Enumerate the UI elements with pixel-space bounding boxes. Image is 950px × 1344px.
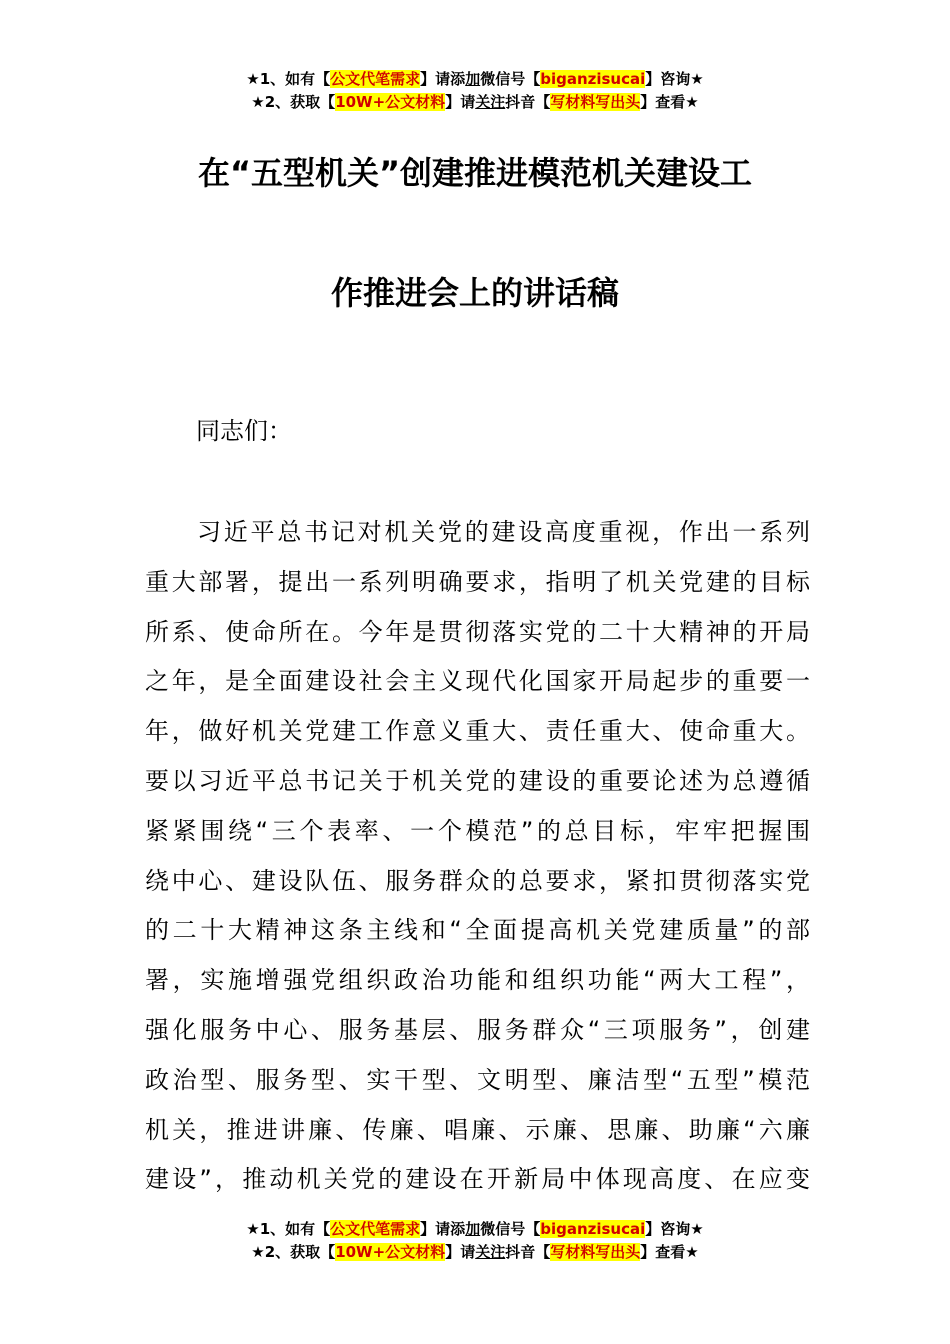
document-title-line-2: 作推进会上的讲话稿: [330, 274, 619, 312]
body-line: 强化服务中心、服务基层、服务群众“三项服务”，创建: [145, 1015, 810, 1044]
notice-line-1: [0, 1218, 950, 1241]
body-line: 政治型、服务型、实干型、文明型、廉洁型“五型”模范: [145, 1065, 810, 1094]
wechat-id-highlight: biganzisucai: [540, 70, 646, 88]
notice-text: ★1、如有【: [246, 1220, 331, 1238]
top-notice: [0, 68, 950, 114]
notice-text: ★2、获取【: [251, 93, 336, 111]
body-line: 习近平总书记对机关党的建设高度重视，作出一系列: [197, 518, 810, 546]
bottom-notice: [0, 1218, 950, 1264]
body-line: 绕中心、建设队伍、服务群众的总要求，紧扣贯彻落实党: [145, 866, 810, 895]
wechat-id-highlight: biganzisucai: [540, 1220, 646, 1238]
body-line: 机关，推进讲廉、传廉、唱廉、示廉、思廉、助廉“六廉: [145, 1115, 810, 1144]
notice-underlined: 关注: [475, 93, 506, 111]
body-line: 之年，是全面建设社会主义现代化国家开局起步的重要一: [145, 667, 810, 696]
body-line: 要以习近平总书记关于机关党的建设的重要论述为总遵循: [145, 766, 810, 795]
body-line: 的二十大精神这条主线和“全面提高机关党建质量”的部: [145, 916, 810, 945]
notice-text: ★1、如有【: [246, 70, 331, 88]
notice-text: 微信号【: [480, 1220, 541, 1238]
notice-line-2: [0, 1241, 950, 1264]
notice-highlight: 10W+公文材料: [335, 1243, 446, 1261]
notice-text: 】请: [445, 93, 476, 111]
notice-text: 】请添: [420, 1220, 466, 1238]
notice-line-2: [0, 91, 950, 114]
body-line: 紧紧围绕“三个表率、一个模范”的总目标，牢牢把握围: [145, 816, 810, 845]
notice-text: ★2、获取【: [251, 1243, 336, 1261]
document-title-line-1: 在“五型机关”创建推进模范机关建设工: [197, 154, 753, 192]
body-line: 署，实施增强党组织政治功能和组织功能“两大工程”，: [145, 966, 810, 995]
notice-highlight: 10W+公文材料: [335, 93, 446, 111]
notice-underlined: 关注: [475, 1243, 506, 1261]
notice-underlined: 加: [465, 1220, 481, 1238]
notice-highlight: 公文代笔需求: [330, 70, 421, 88]
body-line: 建设”，推动机关党的建设在开新局中体现高度、在应变: [145, 1165, 810, 1194]
notice-text: 微信号【: [480, 70, 541, 88]
notice-text: 】请添: [420, 70, 466, 88]
notice-text: 】请: [445, 1243, 476, 1261]
notice-text: 抖音【: [505, 93, 551, 111]
salutation: 同志们：: [196, 417, 292, 445]
notice-text: 】查看★: [640, 93, 699, 111]
body-paragraph: [145, 512, 810, 1209]
notice-underlined: 加: [465, 70, 481, 88]
douyin-name-highlight: 写材料写出头: [550, 93, 641, 111]
body-line: 年，做好机关党建工作意义重大、责任重大、使命重大。: [145, 717, 810, 746]
body-line: 重大部署，提出一系列明确要求，指明了机关党建的目标: [145, 567, 810, 596]
notice-highlight: 公文代笔需求: [330, 1220, 421, 1238]
notice-text: 抖音【: [505, 1243, 551, 1261]
douyin-name-highlight: 写材料写出头: [550, 1243, 641, 1261]
notice-text: 】咨询★: [645, 70, 704, 88]
body-line: 所系、使命所在。今年是贯彻落实党的二十大精神的开局: [145, 617, 810, 646]
notice-text: 】咨询★: [645, 1220, 704, 1238]
notice-line-1: [0, 68, 950, 91]
notice-text: 】查看★: [640, 1243, 699, 1261]
